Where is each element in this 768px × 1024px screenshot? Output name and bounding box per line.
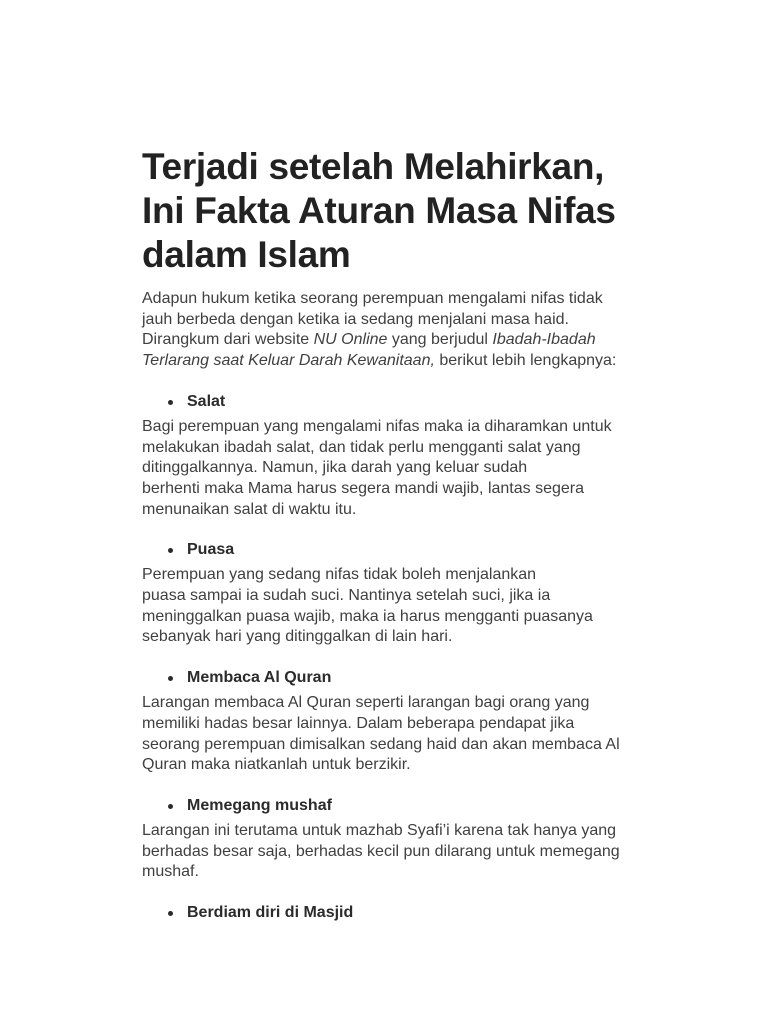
body-line: puasa sampai ia sudah suci. Nantinya setelah suci, jika ia [142,587,551,605]
section-heading-label: Memegang mushaf [187,796,332,814]
section-heading-label: Salat [187,392,226,410]
body-line: meninggalkan puasa wajib, maka ia harus mengganti puasanya [142,607,593,625]
body-line: mushaf. [142,863,199,881]
section-heading-label: Puasa [187,541,235,559]
intro-line [142,330,662,351]
section-heading-puasa [142,540,662,560]
body-line: Perempuan yang sedang nifas tidak boleh menjalankan [142,566,537,584]
body-line: berhadas besar saja, berhadas kecil pun dilarang untuk memegang [142,842,620,860]
intro-line [142,351,662,372]
body-line: berhenti maka Mama harus segera mandi wajib, lantas segera [142,479,585,497]
body-line: Quran maka niatkanlah untuk berzikir. [142,756,411,774]
section-body-memegang-mushaf [142,821,662,883]
section-body-puasa [142,565,662,648]
source-name: NU Online [313,331,388,349]
bullet-icon [168,676,173,681]
bullet-icon [168,911,173,916]
title-line: Ini Fakta Aturan Masa Nifas [142,190,616,231]
bullet-icon [168,804,173,809]
section-heading-membaca-al-quran [142,668,662,688]
body-line: Bagi perempuan yang mengalami nifas maka ia diharamkan untuk [142,417,612,435]
section-body-salat [142,417,662,521]
body-line: Larangan membaca Al Quran seperti larangan bagi orang yang [142,694,590,712]
title-line: dalam Islam [142,234,351,275]
section-heading-memegang-mushaf [142,796,662,816]
intro-text: yang berjudul [387,331,493,349]
section-heading-label: Membaca Al Quran [187,669,332,687]
section-heading-label: Berdiam diri di Masjid [187,904,354,922]
article-title [142,145,662,277]
bullet-icon [168,548,173,553]
body-line: ditinggalkannya. Namun, jika darah yang keluar sudah [142,459,528,477]
body-line: sebanyak hari yang ditinggalkan di lain hari. [142,628,453,646]
intro-line: Adapun hukum ketika seorang perempuan mengalami nifas tidak [142,290,603,307]
intro-text: Dirangkum dari website [142,331,314,349]
body-line: seorang perempuan dimisalkan sedang haid dan akan membaca Al [142,735,620,753]
section-body-membaca-al-quran [142,693,662,776]
section-heading-salat [142,392,662,412]
article [142,145,662,923]
body-line: melakukan ibadah salat, dan tidak perlu mengganti salat yang [142,438,581,456]
intro-paragraph [142,289,662,372]
source-article-title: Ibadah-Ibadah [492,331,596,349]
intro-line: jauh berbeda dengan ketika ia sedang menjalani masa haid. [142,310,569,328]
source-article-title: Terlarang saat Keluar Darah Kewanitaan, [142,352,435,370]
bullet-icon [168,400,173,405]
section-heading-berdiam-diri-di-masjid [142,903,662,923]
title-line: Terjadi setelah Melahirkan, [142,146,605,187]
body-line: memiliki hadas besar lainnya. Dalam beberapa pendapat jika [142,714,575,732]
body-line: Larangan ini terutama untuk mazhab Syafi’i karena tak hanya yang [142,821,617,839]
intro-text: berikut lebih lengkapnya: [434,352,617,370]
body-line: menunaikan salat di waktu itu. [142,500,357,518]
